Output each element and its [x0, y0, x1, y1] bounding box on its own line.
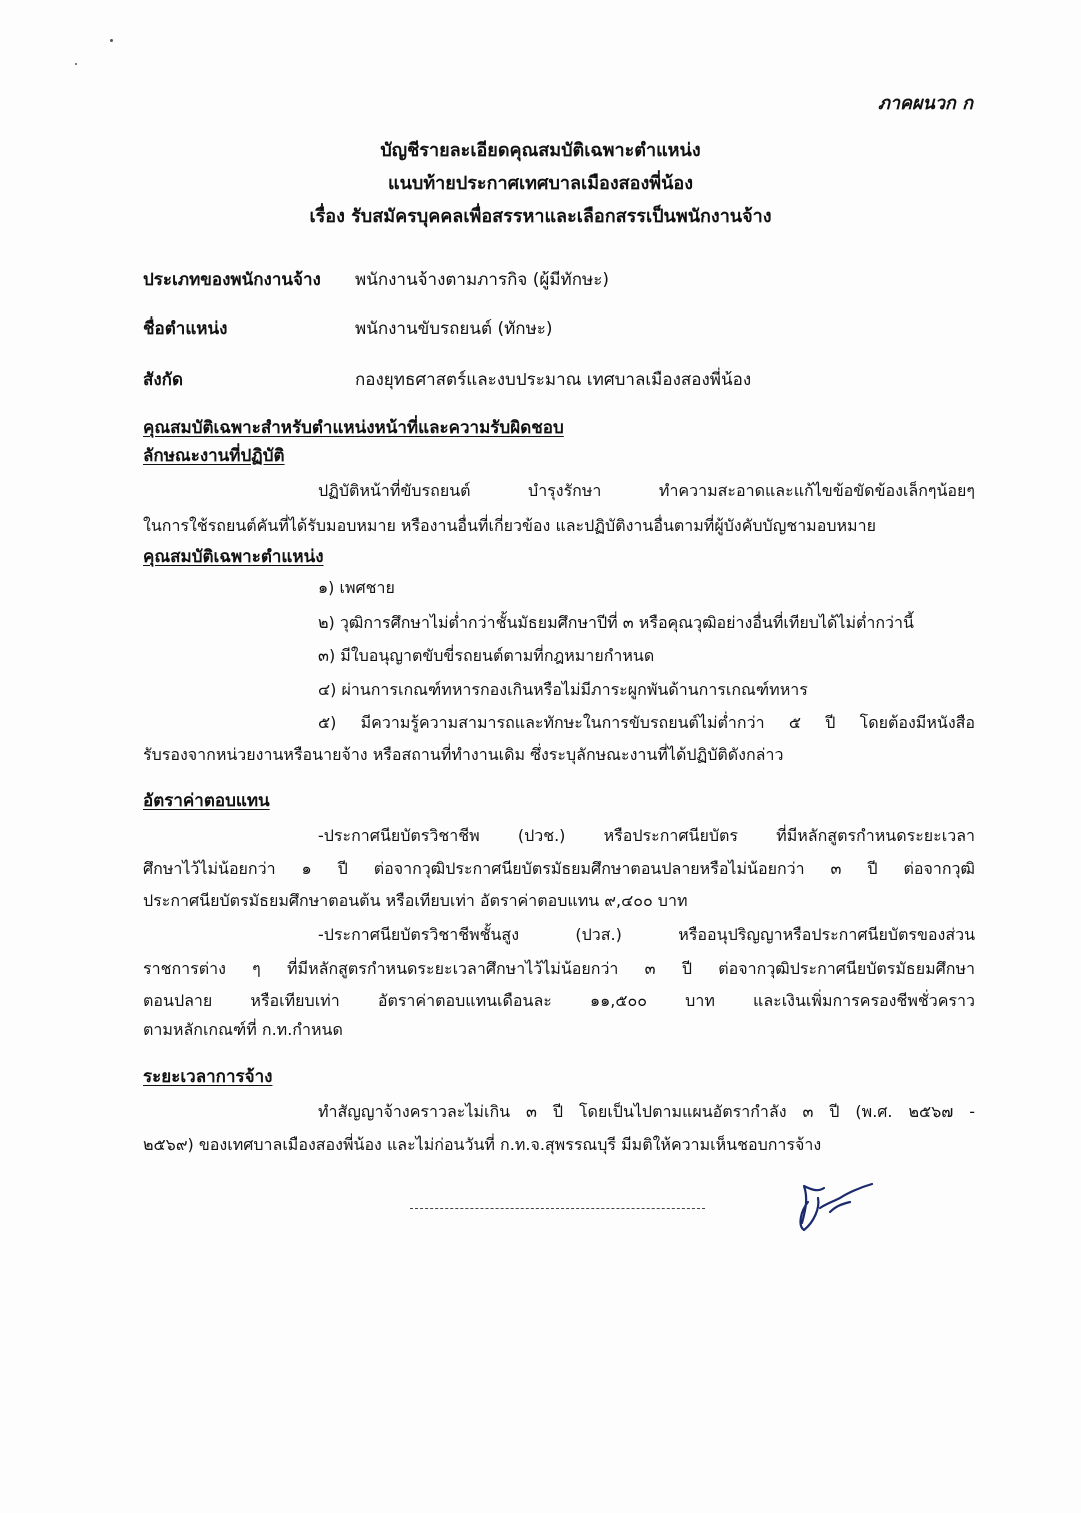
- compensation-heading: อัตราค่าตอบแทน: [143, 791, 270, 811]
- duties-line-1: ปฏิบัติหน้าที่ขับรถยนต์ บำรุงรักษา ทำความสะอาดและแก้ไขข้อขัดข้องเล็กๆน้อยๆ: [318, 481, 975, 500]
- qualification-item-5-continued: รับรองจากหน่วยงานหรือนายจ้าง หรือสถานที่ทำงานเดิม ซึ่งระบุลักษณะงานที่ได้ปฏิบัติดังกล่าว: [143, 745, 784, 764]
- dashed-separator: [410, 1208, 705, 1209]
- scan-speck: [110, 39, 113, 42]
- duties-line-2: ในการใช้รถยนต์คันที่ได้รับมอบหมาย หรืองานอื่นที่เกี่ยวข้อง และปฏิบัติงานอื่นตามที่ผู้บังคับบัญชามอบหมาย: [143, 516, 876, 535]
- signature-mark: [790, 1168, 880, 1238]
- compensation-p1-line-2: ศึกษาไว้ไม่น้อยกว่า ๑ ปี ต่อจากวุฒิประกาศนียบัตรมัธยมศึกษาตอนปลายหรือไม่น้อยกว่า ๓ ปี ต่อจากวุฒิ: [143, 859, 975, 878]
- title-line-2: แนบท้ายประกาศเทศบาลเมืองสองพี่น้อง: [387, 173, 694, 194]
- field-value-position: พนักงานขับรถยนต์ (ทักษะ): [355, 319, 553, 339]
- duration-heading: ระยะเวลาการจ้าง: [143, 1067, 273, 1087]
- duration-line-2: ๒๕๖๙) ของเทศบาลเมืองสองพี่น้อง และไม่ก่อนวันที่ ก.ท.จ.สุพรรณบุรี มีมติให้ความเห็นชอบการจ้าง: [143, 1135, 822, 1154]
- compensation-p2-line-2: ราชการต่าง ๆ ที่มีหลักสูตรกำหนดระยะเวลาศึกษาไว้ไม่น้อยกว่า ๓ ปี ต่อจากวุฒิประกาศนียบัตรมัธยมศึกษา: [143, 959, 975, 978]
- qualification-item-1: ๑) เพศชาย: [318, 578, 395, 597]
- compensation-p1-line-3: ประกาศนียบัตรมัธยมศึกษาตอนต้น หรือเทียบเท่า อัตราค่าตอบแทน ๙,๔๐๐ บาท: [143, 891, 688, 910]
- compensation-p2-line-1: -ประกาศนียบัตรวิชาชีพชั้นสูง (ปวส.) หรืออนุปริญญาหรือประกาศนียบัตรของส่วน: [318, 925, 975, 944]
- field-value-employee-type: พนักงานจ้างตามภารกิจ (ผู้มีทักษะ): [355, 270, 609, 290]
- qualification-item-4: ๔) ผ่านการเกณฑ์ทหารกองเกินหรือไม่มีภาระผูกพันด้านการเกณฑ์ทหาร: [318, 680, 808, 699]
- scan-speck: [75, 63, 77, 65]
- qualifications-heading: คุณสมบัติเฉพาะสำหรับตำแหน่งหน้าที่และความรับผิดชอบ: [143, 418, 564, 438]
- duties-heading: ลักษณะงานที่ปฏิบัติ: [143, 446, 285, 466]
- compensation-p2-line-3: ตอนปลาย หรือเทียบเท่า อัตราค่าตอบแทนเดือนละ ๑๑,๕๐๐ บาท และเงินเพิ่มการครองชีพชั่วคราว: [143, 991, 975, 1010]
- qualification-item-2: ๒) วุฒิการศึกษาไม่ต่ำกว่าชั้นมัธยมศึกษาปีที่ ๓ หรือคุณวุฒิอย่างอื่นที่เทียบได้ไม่ต่ำกว่านี้: [318, 613, 914, 632]
- field-label-position: ชื่อตำแหน่ง: [143, 319, 228, 339]
- appendix-label: ภาคผนวก ก: [877, 93, 973, 114]
- title-line-1: บัญชีรายละเอียดคุณสมบัติเฉพาะตำแหน่ง: [380, 140, 701, 161]
- field-label-employee-type: ประเภทของพนักงานจ้าง: [143, 270, 321, 290]
- compensation-p1-line-1: -ประกาศนียบัตรวิชาชีพ (ปวช.) หรือประกาศนียบัตร ที่มีหลักสูตรกำหนดระยะเวลา: [318, 826, 975, 845]
- field-value-department: กองยุทธศาสตร์และงบประมาณ เทศบาลเมืองสองพี่น้อง: [355, 370, 752, 390]
- compensation-p2-line-4: ตามหลักเกณฑ์ที่ ก.ท.กำหนด: [143, 1020, 343, 1039]
- duration-line-1: ทำสัญญาจ้างคราวละไม่เกิน ๓ ปี โดยเป็นไปตามแผนอัตรากำลัง ๓ ปี (พ.ศ. ๒๕๖๗ -: [318, 1102, 975, 1121]
- qualification-item-3: ๓) มีใบอนุญาตขับขี่รถยนต์ตามที่กฎหมายกำหนด: [318, 646, 655, 665]
- position-qualifications-heading: คุณสมบัติเฉพาะตำแหน่ง: [143, 547, 324, 567]
- field-label-department: สังกัด: [143, 370, 184, 390]
- title-line-3: เรื่อง รับสมัครบุคคลเพื่อสรรหาและเลือกสรรเป็นพนักงานจ้าง: [309, 206, 772, 227]
- qualification-item-5: ๕) มีความรู้ความสามารถและทักษะในการขับรถยนต์ไม่ต่ำกว่า ๕ ปี โดยต้องมีหนังสือ: [318, 713, 975, 732]
